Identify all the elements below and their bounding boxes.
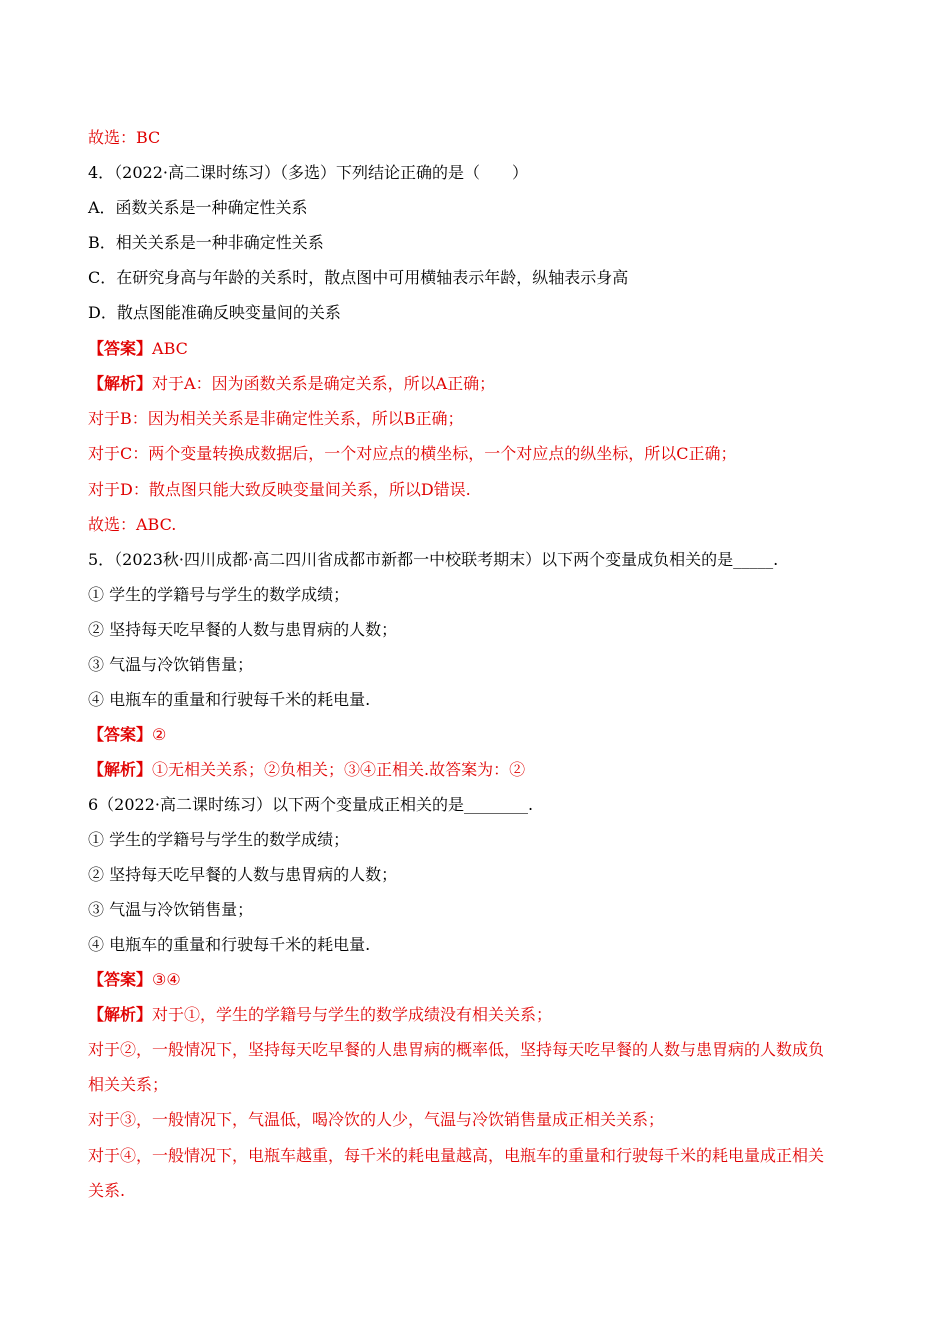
q6-item-3: ③ 气温与冷饮销售量； <box>88 900 254 919</box>
q6-analysis-4: 对于③，一般情况下，气温低，喝冷饮的人少，气温与冷饮销售量成正相关关系； <box>88 1110 665 1129</box>
analysis-tag: 【解析】 <box>88 1005 153 1024</box>
q4-analysis-4: 对于D：散点图只能大致反映变量间关系，所以D错误. <box>88 480 471 499</box>
q4-analysis-1 <box>88 374 862 394</box>
q5-item-2: ② 坚持每天吃早餐的人数与患胃病的人数； <box>88 620 398 639</box>
q5-item-4: ④ 电瓶车的重量和行驶每千米的耗电量. <box>88 690 371 709</box>
q4-option-b: B．相关关系是一种非确定性关系 <box>88 233 324 252</box>
q6-analysis-5: 对于④，一般情况下，电瓶车越重，每千米的耗电量越高，电瓶车的重量和行驶每千米的耗电量成正相关 <box>88 1146 825 1165</box>
q5-stem: 5．（2023秋·四川成都·高二四川省成都市新都一中校联考期末）以下两个变量成负相关的是_____. <box>88 550 779 569</box>
q5-analysis <box>88 760 862 780</box>
q4-option-a: A．函数关系是一种确定性关系 <box>88 198 308 217</box>
q4-answer-value: ABC <box>152 339 188 358</box>
q4-analysis-3: 对于C：两个变量转换成数据后，一个对应点的横坐标，一个对应点的纵坐标，所以C正确； <box>88 444 737 463</box>
q6-analysis-6: 关系. <box>88 1181 126 1200</box>
q5-item-3: ③ 气温与冷饮销售量； <box>88 655 254 674</box>
q5-answer-value: ② <box>152 725 167 744</box>
q4-analysis-2: 对于B：因为相关关系是非确定性关系，所以B正确； <box>88 409 464 428</box>
q4-stem: 4．（2022·高二课时练习）（多选）下列结论正确的是（ ） <box>88 163 528 182</box>
q6-analysis-1 <box>88 1005 862 1025</box>
q5-answer <box>88 725 862 745</box>
q6-item-1: ① 学生的学籍号与学生的数学成绩； <box>88 830 350 849</box>
analysis-tag: 【解析】 <box>88 760 153 779</box>
answer-tag: 【答案】 <box>88 725 153 744</box>
q6-analysis-3: 相关关系； <box>88 1075 169 1094</box>
q6-stem: 6（2022·高二课时练习）以下两个变量成正相关的是________. <box>88 795 534 814</box>
q6-answer <box>88 970 862 990</box>
q5-analysis-text: ①无相关关系；②负相关；③④正相关.故答案为：② <box>152 760 526 779</box>
q6-analysis-2: 对于②，一般情况下，坚持每天吃早餐的人患胃病的概率低，坚持每天吃早餐的人数与患胃病的人数成负 <box>88 1040 825 1059</box>
q5-item-1: ① 学生的学籍号与学生的数学成绩； <box>88 585 350 604</box>
q4-option-d: D．散点图能准确反映变量间的关系 <box>88 303 341 322</box>
q6-item-2: ② 坚持每天吃早餐的人数与患胃病的人数； <box>88 865 398 884</box>
q6-item-4: ④ 电瓶车的重量和行驶每千米的耗电量. <box>88 935 371 954</box>
answer-tag: 【答案】 <box>88 339 153 358</box>
analysis-tag: 【解析】 <box>88 374 153 393</box>
q4-conclusion: 故选：ABC. <box>88 515 177 534</box>
q6-analysis-text-1: 对于①，学生的学籍号与学生的数学成绩没有相关关系； <box>152 1005 553 1024</box>
prev-conclusion: 故选：BC <box>88 128 161 147</box>
q4-answer <box>88 339 862 359</box>
q4-analysis-text-1: 对于A：因为函数关系是确定关系，所以A正确； <box>152 374 496 393</box>
q4-option-c: C．在研究身高与年龄的关系时，散点图中可用横轴表示年龄，纵轴表示身高 <box>88 268 629 287</box>
answer-tag: 【答案】 <box>88 970 153 989</box>
q6-answer-value: ③④ <box>152 970 181 989</box>
